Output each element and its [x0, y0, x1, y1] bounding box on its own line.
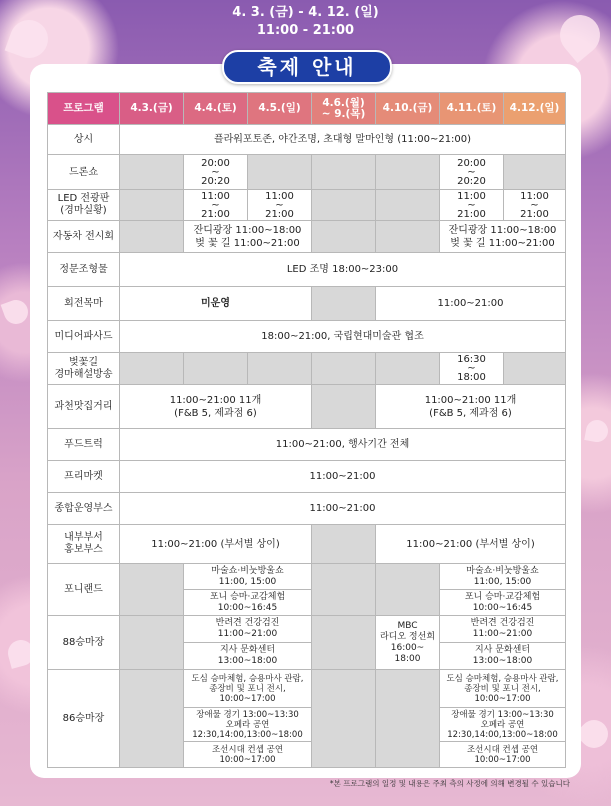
schedule-cell: 미운영 [120, 287, 312, 321]
empty-cell [120, 155, 184, 190]
schedule-cell: 20:00 ~ 20:20 [440, 155, 504, 190]
empty-cell [184, 353, 248, 385]
schedule-cell: 반려견 건강검진 11:00~21:00 [184, 616, 312, 643]
table-row [48, 461, 566, 493]
table-row [48, 616, 566, 643]
schedule-cell: MBC 라디오 정선희 16:00~ 18:00 [376, 616, 440, 670]
row-label: 포니랜드 [48, 564, 120, 616]
row-label: LED 전광판 (경마실황) [48, 190, 120, 221]
schedule-cell: 조선시대 컨셉 공연 10:00~17:00 [440, 742, 566, 768]
row-label: 푸드트럭 [48, 429, 120, 461]
schedule-cell: 11:00~21:00 (부서별 상이) [120, 525, 312, 564]
schedule-cell: 잔디광장 11:00~18:00 벚 꽃 길 11:00~21:00 [440, 221, 566, 253]
table-header-row [48, 93, 566, 125]
empty-cell [312, 385, 376, 429]
empty-cell [312, 670, 376, 768]
empty-cell [376, 155, 440, 190]
row-label: 미디어파사드 [48, 321, 120, 353]
schedule-cell: 도심 승마체험, 승용마사 관람, 종장비 및 포니 전시, 10:00~17:00 [184, 670, 312, 708]
empty-cell [504, 155, 566, 190]
schedule-cell: 11:00~21:00 [120, 493, 566, 525]
table-row [48, 190, 566, 221]
row-label: 자동차 전시회 [48, 221, 120, 253]
blossom-decoration [1, 297, 32, 328]
schedule-cell: 포니 승마·교감체험 10:00~16:45 [184, 590, 312, 616]
column-header: 4.6.(월) ~ 9.(목) [312, 93, 376, 125]
schedule-cell: 장애물 경기 13:00~13:30 오페라 공연 12:30,14:00,13:00~18:00 [184, 708, 312, 742]
table-row [48, 525, 566, 564]
schedule-cell: 마술쇼·비눗방울쇼 11:00, 15:00 [440, 564, 566, 590]
table-row [48, 125, 566, 155]
schedule-cell: 11:00~21:00 [120, 461, 566, 493]
empty-cell [120, 353, 184, 385]
empty-cell [312, 525, 376, 564]
table-row [48, 155, 566, 190]
table-row [48, 353, 566, 385]
row-label: 벚꽃길 경마해설방송 [48, 353, 120, 385]
row-label: 86승마장 [48, 670, 120, 768]
festival-dates: 4. 3. (금) - 4. 12. (일) [232, 5, 379, 20]
schedule-cell: 11:00~21:00 [376, 287, 566, 321]
row-label: 88승마장 [48, 616, 120, 670]
festival-header [0, 4, 611, 40]
schedule-cell: 포니 승마·교감체험 10:00~16:45 [440, 590, 566, 616]
disclaimer-note: *본 프로그램의 일정 및 내용은 주최 측의 사정에 의해 변경될 수 있습니다 [329, 779, 570, 788]
schedule-cell: 지사 문화센터 13:00~18:00 [184, 643, 312, 670]
row-label: 종합운영부스 [48, 493, 120, 525]
schedule-cell: 11:00 ~ 21:00 [504, 190, 566, 221]
schedule-cell: 11:00 ~ 21:00 [248, 190, 312, 221]
table-row [48, 564, 566, 590]
empty-cell [504, 353, 566, 385]
table-row [48, 221, 566, 253]
schedule-cell: 마술쇼·비눗방울쇼 11:00, 15:00 [184, 564, 312, 590]
empty-cell [248, 353, 312, 385]
row-label: 프리마켓 [48, 461, 120, 493]
empty-cell [120, 190, 184, 221]
table-row [48, 321, 566, 353]
table-row [48, 253, 566, 287]
schedule-cell: 11:00~21:00, 행사기간 전체 [120, 429, 566, 461]
schedule-cell: 11:00~21:00 (부서별 상이) [376, 525, 566, 564]
column-header: 4.4.(토) [184, 93, 248, 125]
schedule-cell: 11:00~21:00 11개 (F&B 5, 제과점 6) [120, 385, 312, 429]
empty-cell [312, 190, 376, 221]
schedule-cell: 11:00 ~ 21:00 [440, 190, 504, 221]
schedule-cell: 장애물 경기 13:00~13:30 오페라 공연 12:30,14:00,13:00~18:00 [440, 708, 566, 742]
column-header: 4.3.(금) [120, 93, 184, 125]
schedule-cell: 20:00 ~ 20:20 [184, 155, 248, 190]
empty-cell [376, 564, 440, 616]
empty-cell [376, 190, 440, 221]
empty-cell [376, 221, 440, 253]
column-header: 4.11.(토) [440, 93, 504, 125]
empty-cell [376, 670, 440, 768]
empty-cell [120, 616, 184, 670]
schedule-cell: 반려견 건강검진 11:00~21:00 [440, 616, 566, 643]
schedule-cell: 조선시대 컨셉 공연 10:00~17:00 [184, 742, 312, 768]
table-row [48, 670, 566, 708]
empty-cell [120, 670, 184, 768]
empty-cell [120, 564, 184, 616]
column-header: 프로그램 [48, 93, 120, 125]
table-row [48, 429, 566, 461]
empty-cell [312, 616, 376, 670]
row-label: 드론쇼 [48, 155, 120, 190]
table-row [48, 385, 566, 429]
empty-cell [312, 155, 376, 190]
table-row [48, 493, 566, 525]
schedule-cell: 16:30 ~ 18:00 [440, 353, 504, 385]
empty-cell [120, 221, 184, 253]
blossom-decoration [584, 418, 609, 443]
column-header: 4.5.(일) [248, 93, 312, 125]
schedule-cell: 지사 문화센터 13:00~18:00 [440, 643, 566, 670]
schedule-cell: 잔디광장 11:00~18:00 벚 꽃 길 11:00~21:00 [184, 221, 312, 253]
empty-cell [312, 353, 376, 385]
empty-cell [312, 287, 376, 321]
row-label: 내부부서 홍보부스 [48, 525, 120, 564]
row-label: 회전목마 [48, 287, 120, 321]
row-label: 상시 [48, 125, 120, 155]
empty-cell [312, 221, 376, 253]
schedule-cell: 도심 승마체험, 승용마사 관람, 종장비 및 포니 전시, 10:00~17:00 [440, 670, 566, 708]
empty-cell [248, 155, 312, 190]
schedule-cell: 18:00~21:00, 국립현대미술관 협조 [120, 321, 566, 353]
column-header: 4.10.(금) [376, 93, 440, 125]
row-label: 정문조형물 [48, 253, 120, 287]
festival-hours: 11:00 - 21:00 [256, 23, 355, 38]
page-title: 축제 안내 [222, 50, 392, 84]
schedule-cell: 플라워포토존, 야간조명, 초대형 말마인형 (11:00~21:00) [120, 125, 566, 155]
row-label: 과천맛집거리 [48, 385, 120, 429]
empty-cell [376, 353, 440, 385]
empty-cell [312, 564, 376, 616]
schedule-cell: 11:00~21:00 11개 (F&B 5, 제과점 6) [376, 385, 566, 429]
schedule-cell: LED 조명 18:00~23:00 [120, 253, 566, 287]
schedule-table [47, 92, 566, 768]
column-header: 4.12.(일) [504, 93, 566, 125]
schedule-cell: 11:00 ~ 21:00 [184, 190, 248, 221]
table-row [48, 287, 566, 321]
